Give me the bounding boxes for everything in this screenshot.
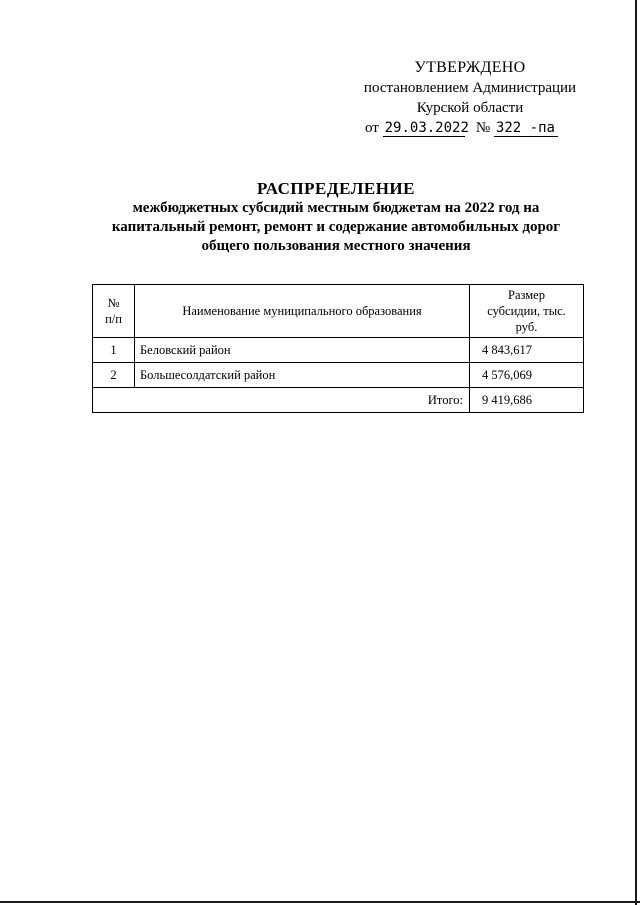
document-title: РАСПРЕДЕЛЕНИЕ: [257, 179, 415, 198]
header-num: [93, 285, 135, 338]
scan-edge-bottom: [0, 901, 640, 903]
approval-line-1: постановлением Администрации: [363, 80, 577, 96]
header-amount-line-2: субсидии, тыс.: [487, 304, 566, 318]
document-subtitle-line-2: капитальный ремонт, ремонт и содержание автомобильных дорог: [111, 219, 561, 235]
document-title-block: [60, 178, 612, 256]
table-total-row: [93, 388, 584, 413]
row-name: Большесолдатский район: [135, 363, 470, 388]
row-amount: 4 576,069: [470, 363, 584, 388]
header-amount: [470, 285, 584, 338]
approval-number: 322 -па: [494, 120, 558, 137]
header-name: Наименование муниципального образования: [135, 285, 470, 338]
header-amount-line-1: Размер: [508, 288, 545, 302]
approval-date-line: [350, 118, 590, 138]
date-prefix: от: [365, 120, 379, 136]
row-name: Беловский район: [135, 338, 470, 363]
document-subtitle-line-1: межбюджетных субсидий местным бюджетам на 2022 год на: [132, 200, 540, 216]
row-amount: 4 843,617: [470, 338, 584, 363]
approval-stamp: [350, 58, 590, 138]
approval-line-2: Курской области: [416, 100, 524, 116]
scan-edge-right: [635, 0, 637, 905]
subsidies-table: [92, 284, 584, 413]
row-num: 2: [93, 363, 135, 388]
total-amount: 9 419,686: [470, 388, 584, 413]
document-subtitle-line-3: общего пользования местного значения: [201, 238, 471, 254]
table-header-row: [93, 285, 584, 338]
table-row: [93, 338, 584, 363]
header-amount-line-3: руб.: [515, 320, 538, 334]
approval-date: 29.03.2022: [384, 120, 469, 136]
number-prefix: №: [475, 120, 491, 136]
total-label: Итого:: [93, 388, 470, 413]
approval-heading: УТВЕРЖДЕНО: [414, 59, 526, 76]
table-row: [93, 363, 584, 388]
header-num-line-2: п/п: [105, 312, 122, 326]
header-num-line-1: №: [107, 296, 120, 310]
row-num: 1: [93, 338, 135, 363]
